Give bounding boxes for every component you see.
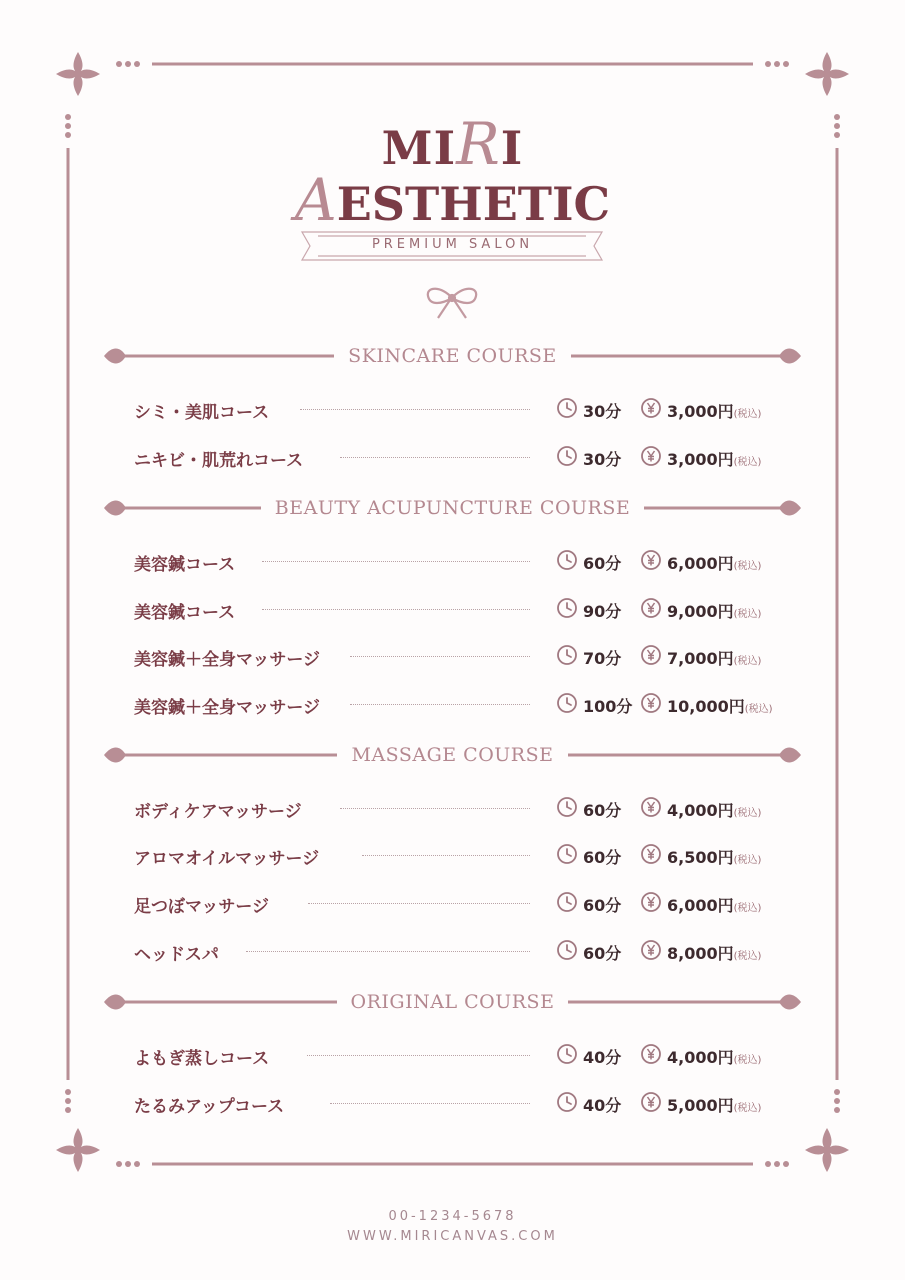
course-price (667, 551, 761, 574)
price-value: 6,000円 (667, 896, 734, 915)
course-name: ヘッドスパ (134, 945, 219, 965)
course-duration: 30分 (583, 402, 622, 421)
menu-item-row (0, 936, 905, 966)
course-name: たるみアップコース (134, 1097, 285, 1117)
clock-icon (556, 549, 578, 575)
tax-label: (税込) (733, 656, 762, 667)
course-duration: 100分 (583, 697, 633, 716)
course-price (667, 1045, 761, 1068)
brand-name-line1: MIRI (381, 110, 524, 178)
course-duration: 40分 (583, 1096, 622, 1115)
menu-item-row (0, 442, 905, 472)
clock-icon (556, 939, 578, 965)
tax-label: (税込) (733, 951, 762, 962)
price-value: 7,000円 (667, 649, 734, 668)
dotted-leader (340, 457, 530, 458)
footer-website[interactable]: WWW.MIRICANVAS.COM (347, 1229, 558, 1244)
course-price (667, 399, 761, 422)
menu-item-row (0, 594, 905, 624)
course-price (667, 694, 773, 717)
course-name: 美容鍼コース (134, 555, 236, 575)
course-price (667, 798, 761, 821)
dotted-leader (300, 409, 530, 410)
brand-tagline: PREMIUM SALON (371, 237, 534, 252)
menu-item-row (0, 793, 905, 823)
course-duration: 40分 (583, 1048, 622, 1067)
yen-icon (640, 597, 662, 623)
dotted-leader (262, 609, 530, 610)
yen-icon (640, 397, 662, 423)
tax-label: (税込) (733, 1103, 762, 1114)
course-name: ボディケアマッサージ (134, 802, 302, 822)
price-value: 10,000円 (667, 697, 745, 716)
menu-item-row (0, 546, 905, 576)
course-price (667, 941, 761, 964)
yen-icon (640, 445, 662, 471)
section-title (0, 744, 905, 766)
menu-item-row (0, 840, 905, 870)
dotted-leader (330, 1103, 530, 1104)
menu-item-row (0, 1040, 905, 1070)
course-name: シミ・美肌コース (134, 403, 270, 423)
section-title-text: MASSAGE COURSE (337, 744, 567, 766)
yen-icon (640, 843, 662, 869)
clock-icon (556, 597, 578, 623)
course-name: 美容鍼＋全身マッサージ (134, 650, 320, 670)
tax-label: (税込) (744, 704, 773, 715)
course-duration: 60分 (583, 848, 622, 867)
dotted-leader (362, 855, 530, 856)
tax-label: (税込) (733, 561, 762, 572)
course-price (667, 599, 761, 622)
menu-item-row (0, 394, 905, 424)
course-price (667, 447, 761, 470)
tax-label: (税込) (733, 808, 762, 819)
dotted-leader (262, 561, 530, 562)
course-price (667, 893, 761, 916)
brand-name-line2: AESTHETIC (294, 166, 611, 234)
dotted-leader (307, 1055, 530, 1056)
section-title-text: BEAUTY ACUPUNCTURE COURSE (261, 497, 644, 519)
section-title-text: ORIGINAL COURSE (337, 991, 569, 1013)
dotted-leader (350, 704, 530, 705)
yen-icon (640, 891, 662, 917)
dotted-leader (308, 903, 530, 904)
price-value: 3,000円 (667, 450, 734, 469)
tax-label: (税込) (733, 855, 762, 866)
course-name: アロマオイルマッサージ (134, 849, 320, 869)
tax-label: (税込) (733, 457, 762, 468)
course-duration: 90分 (583, 602, 622, 621)
clock-icon (556, 1043, 578, 1069)
dotted-leader (340, 808, 530, 809)
bow-icon (428, 289, 476, 318)
course-price (667, 646, 761, 669)
course-duration: 30分 (583, 450, 622, 469)
course-name: 美容鍼＋全身マッサージ (134, 698, 320, 718)
course-price (667, 1093, 761, 1116)
tax-label: (税込) (733, 609, 762, 620)
section-title (0, 345, 905, 367)
yen-icon (640, 1091, 662, 1117)
menu-item-row (0, 689, 905, 719)
price-value: 6,000円 (667, 554, 734, 573)
menu-item-row (0, 641, 905, 671)
clock-icon (556, 843, 578, 869)
tax-label: (税込) (733, 903, 762, 914)
clock-icon (556, 891, 578, 917)
course-duration: 60分 (583, 896, 622, 915)
tax-label: (税込) (733, 409, 762, 420)
clock-icon (556, 445, 578, 471)
clock-icon (556, 1091, 578, 1117)
clock-icon (556, 644, 578, 670)
yen-icon (640, 644, 662, 670)
yen-icon (640, 549, 662, 575)
section-title-text: SKINCARE COURSE (334, 345, 571, 367)
course-price (667, 845, 761, 868)
clock-icon (556, 796, 578, 822)
clock-icon (556, 692, 578, 718)
course-duration: 60分 (583, 554, 622, 573)
yen-icon (640, 1043, 662, 1069)
price-value: 4,000円 (667, 1048, 734, 1067)
price-value: 9,000円 (667, 602, 734, 621)
price-value: 4,000円 (667, 801, 734, 820)
tax-label: (税込) (733, 1055, 762, 1066)
yen-icon (640, 796, 662, 822)
dotted-leader (246, 951, 530, 952)
course-duration: 70分 (583, 649, 622, 668)
menu-item-row (0, 1088, 905, 1118)
menu-item-row (0, 888, 905, 918)
yen-icon (640, 692, 662, 718)
price-value: 5,000円 (667, 1096, 734, 1115)
clock-icon (556, 397, 578, 423)
price-value: 6,500円 (667, 848, 734, 867)
course-name: 美容鍼コース (134, 603, 236, 623)
price-value: 8,000円 (667, 944, 734, 963)
course-duration: 60分 (583, 944, 622, 963)
yen-icon (640, 939, 662, 965)
course-name: ニキビ・肌荒れコース (134, 451, 304, 471)
course-name: よもぎ蒸しコース (134, 1049, 270, 1069)
course-duration: 60分 (583, 801, 622, 820)
dotted-leader (350, 656, 530, 657)
course-name: 足つぼマッサージ (134, 897, 269, 917)
footer-phone: 00-1234-5678 (388, 1209, 517, 1224)
section-title (0, 497, 905, 519)
section-title (0, 991, 905, 1013)
price-value: 3,000円 (667, 402, 734, 421)
